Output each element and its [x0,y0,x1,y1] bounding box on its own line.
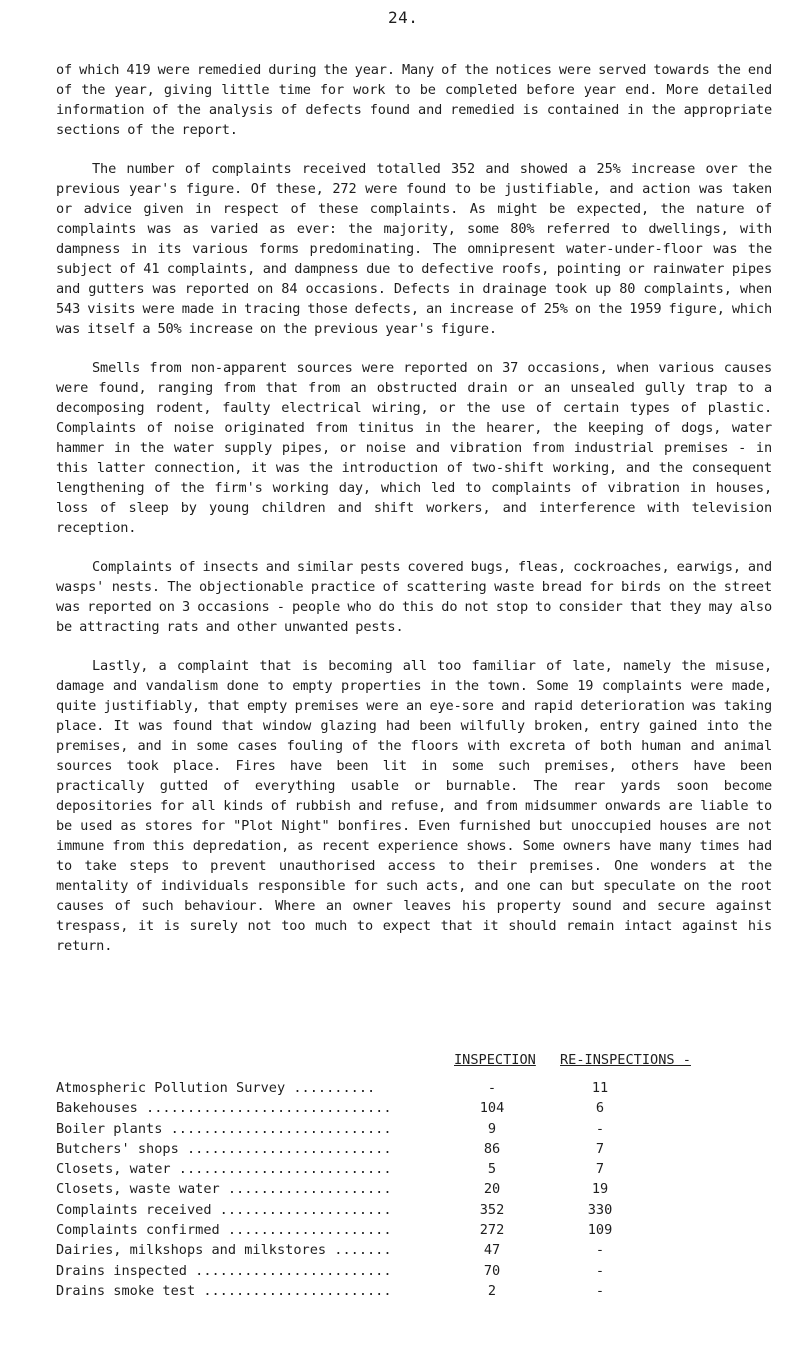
reinspection-column-header: RE-INSPECTIONS - [560,1052,691,1068]
table-row [56,1200,772,1220]
inspection-value: 47 [483,1242,501,1259]
reinspection-value: 330 [587,1201,613,1218]
row-label: Atmospheric Pollution Survey .......... [56,1080,376,1096]
table-row [56,1119,772,1139]
row-label: Drains smoke test ....................... [56,1282,392,1299]
row-label: Boiler plants ........................... [56,1120,392,1137]
inspection-value: 352 [479,1201,505,1218]
inspection-value: 70 [483,1262,501,1279]
report-body [56,60,772,975]
row-label: Drains inspected ........................ [56,1262,392,1279]
table-row [56,1240,772,1260]
reinspection-value: 6 [595,1100,605,1117]
inspection-value: 20 [483,1181,501,1198]
row-label: Complaints received ..................... [56,1201,392,1218]
inspection-value: 272 [479,1222,505,1239]
paragraph: The number of complaints received totalled 352 and showed a 25% increase over the previous year's figure. Of these, 272 were found to be justifiable, and action was taken or advice given in respect of these complaints. As might be expected, the nature of complaints was as varied as ever: the majority, some 80% referred to dwellings, with dampness in its various forms predominating. The omnipresent water-under-floor was the subject of 41 complaints, and dampness due to defective roofs, pointing or rainwater pipes and gutters was reported on 84 occasions. Defects in drainage took up 80 complaints, when 543 visits were made in tracing those defects, an increase of 25% on the 1959 figure, which was itself a 50% increase on the previous year's figure. [56,161,772,337]
table-row [56,1139,772,1159]
reinspection-value: - [595,1242,605,1259]
reinspection-value: 109 [587,1222,613,1239]
table-row [56,1220,772,1240]
inspection-value: 5 [487,1161,497,1178]
reinspection-value: 7 [595,1140,605,1157]
paragraph: Lastly, a complaint that is becoming all too familiar of late, namely the misuse, damage and vandalism done to empty properties in the town. Some 19 complaints were made, quite justifiably, that empty premises were an eye-sore and rapid deterioration was taking place. It was found that window glazing had been wilfully broken, entry gained into the premises, and in some cases fouling of the floors with excreta of both human and animal sources took place. Fires have been lit in some such premises, others have been practically gutted of everything usable or burnable. The rear yards soon become depositories for all kinds of rubbish and refuse, and from midsummer onwards are liable to be used as stores for "Plot Night" bonfires. Even furnished but unoccupied houses are not immune from this depredation, as recent experience shows. Some owners have many times had to take steps to prevent unauthorised access to their premises. One wonders at the mentality of individuals responsible for such acts, and one can but speculate on the root causes of such behaviour. Where an owner leaves his property sound and secure against trespass, it is surely not too much to expect that it should remain intact against his return. [56,658,772,954]
row-label: Complaints confirmed .................... [56,1222,392,1239]
row-label: Butchers' shops ......................... [56,1140,392,1157]
row-label: Closets, waste water .................... [56,1181,392,1198]
table-row [56,1281,772,1301]
inspection-value: 2 [487,1282,497,1299]
inspection-value: 86 [483,1140,501,1157]
reinspection-value: 19 [591,1181,609,1198]
table-row [56,1179,772,1199]
paragraph: Complaints of insects and similar pests covered bugs, fleas, cockroaches, earwigs, and wasps' nests. The objectionable practice of scattering waste bread for birds on the street was reported on 3 occasions - people who do this do not stop to consider that they may also be attracting rats and other unwanted pests. [56,559,772,635]
reinspection-value: 11 [591,1080,609,1096]
table-row [56,1261,772,1281]
page-number: 24. [388,8,419,27]
reinspection-value: - [595,1262,605,1279]
table-rows [56,1078,772,1301]
inspection-value: 104 [479,1100,505,1117]
paragraph: of which 419 were remedied during the year. Many of the notices were served towards the end of the year, giving little time for work to be completed before year end. More detailed information of the analysis of defects found and remedied is contained in the appropriate sections of the report. [56,62,772,138]
inspection-value: - [487,1080,497,1096]
reinspection-value: - [595,1282,605,1299]
inspections-table [56,1052,772,1301]
row-label: Bakehouses .............................. [56,1100,392,1117]
inspection-value: 9 [487,1120,497,1137]
table-row [56,1078,772,1098]
inspection-column-header: INSPECTION [454,1052,536,1068]
reinspection-value: 7 [595,1161,605,1178]
table-row [56,1159,772,1179]
reinspection-value: - [595,1120,605,1137]
row-label: Closets, water .......................... [56,1161,392,1178]
row-label: Dairies, milkshops and milkstores ....... [56,1242,392,1259]
table-header [56,1052,772,1078]
table-row [56,1098,772,1118]
paragraph: Smells from non-apparent sources were reported on 37 occasions, when various causes were found, ranging from that from an obstructed drain or an unsealed gully trap to a decomposing rodent, faulty electrical wiring, or the use of certain types of plastic. Complaints of noise originated from tinitus in the hearer, the keeping of dogs, water hammer in the water supply pipes, or noise and vibration from industrial premises - in this latter connection, it was the introduction of two-shift working, and the consequent lengthening of the firm's working day, which led to complaints of vibration in houses, loss of sleep by young children and shift workers, and interference with television reception. [56,360,772,536]
